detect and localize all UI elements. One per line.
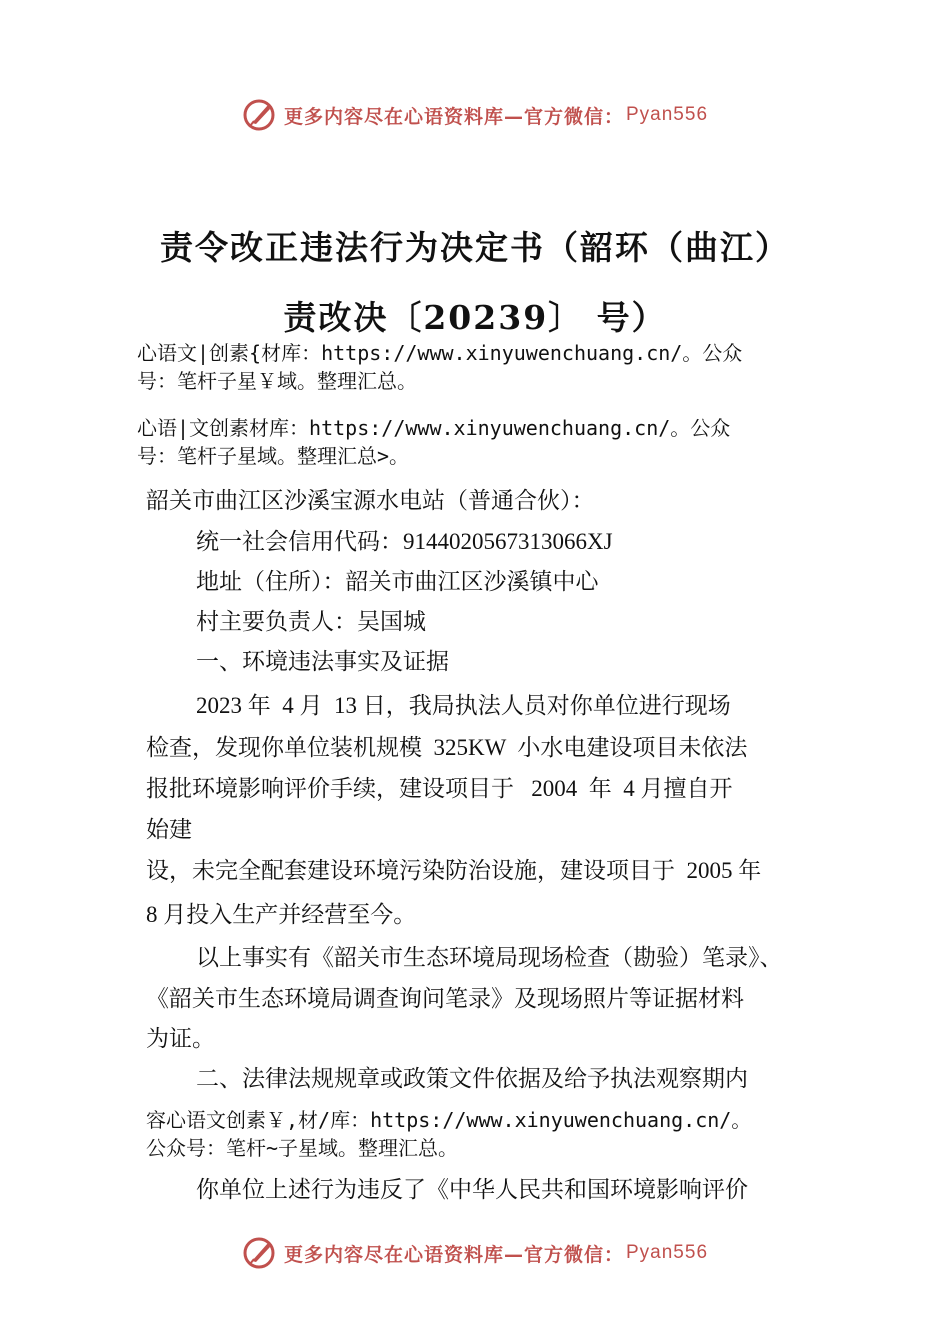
banner-handle: Pyan556 (626, 104, 709, 125)
evidence-line: 以上事实有《韶关市生态环境局现场检查（勘验）笔录》、 (196, 945, 783, 970)
watermark-line: 号：笔杆子星域。整理汇总>。 (137, 444, 410, 468)
watermark-line: 容心语文创素￥,材/库：https://www.xinyuwenchuang.cn/。 (146, 1108, 752, 1132)
banner-handle: Pyan556 (626, 1242, 709, 1263)
evidence-line: 《韶关市生态环境局调查询问笔录》及现场照片等证据材料 (146, 986, 744, 1011)
section1-heading: 一、环境违法事实及证据 (196, 649, 449, 674)
header-banner (0, 95, 950, 135)
quill-circle-icon (242, 97, 278, 133)
banner-text: 更多内容尽在心语资料库—官方微信： (283, 105, 624, 128)
fact-line: 始建 (146, 817, 192, 842)
recipient: 韶关市曲江区沙溪宝源水电站（普通合伙）： (146, 488, 595, 513)
evidence-line: 为证。 (146, 1026, 215, 1051)
footer-banner (0, 1233, 950, 1273)
address: 地址（住所）：韶关市曲江区沙溪镇中心 (196, 569, 599, 594)
watermark-line: 公众号：笔杆~子星域。整理汇总。 (146, 1136, 459, 1160)
banner-text: 更多内容尽在心语资料库—官方微信： (283, 1243, 624, 1266)
document-title-line1: 责令改正违法行为决定书（韶环（曲江） (160, 228, 790, 267)
document-title-line2: 责改决〔20239〕 号） (283, 298, 667, 337)
watermark-line: 号：笔杆子星￥域。整理汇总。 (137, 369, 417, 393)
responsible-person: 村主要负责人：吴国城 (196, 609, 426, 634)
watermark-line: 心语文|创素{材库：https://www.xinyuwenchuang.cn/。公众 (137, 341, 743, 365)
quill-circle-icon (242, 1235, 278, 1271)
fact-line: 检查，发现你单位装机规模 325KW 小水电建设项目未依法 (146, 735, 748, 760)
section2-heading: 二、法律法规规章或政策文件依据及给予执法观察期内 (196, 1066, 748, 1091)
fact-line: 报批环境影响评价手续，建设项目于 2004 年 4 月擅自开 (146, 776, 733, 801)
credit-code: 统一社会信用代码：9144020567313066XJ (196, 529, 613, 554)
body-text-line: 你单位上述行为违反了《中华人民共和国环境影响评价 (196, 1177, 748, 1202)
fact-line: 8 月投入生产并经营至今。 (146, 902, 417, 927)
watermark-line: 心语|文创素材库：https://www.xinyuwenchuang.cn/。公众 (137, 416, 731, 440)
fact-line: 2023 年 4 月 13 日，我局执法人员对你单位进行现场 (196, 693, 731, 718)
fact-line: 设，未完全配套建设环境污染防治设施，建设项目于 2005 年 (146, 858, 762, 883)
